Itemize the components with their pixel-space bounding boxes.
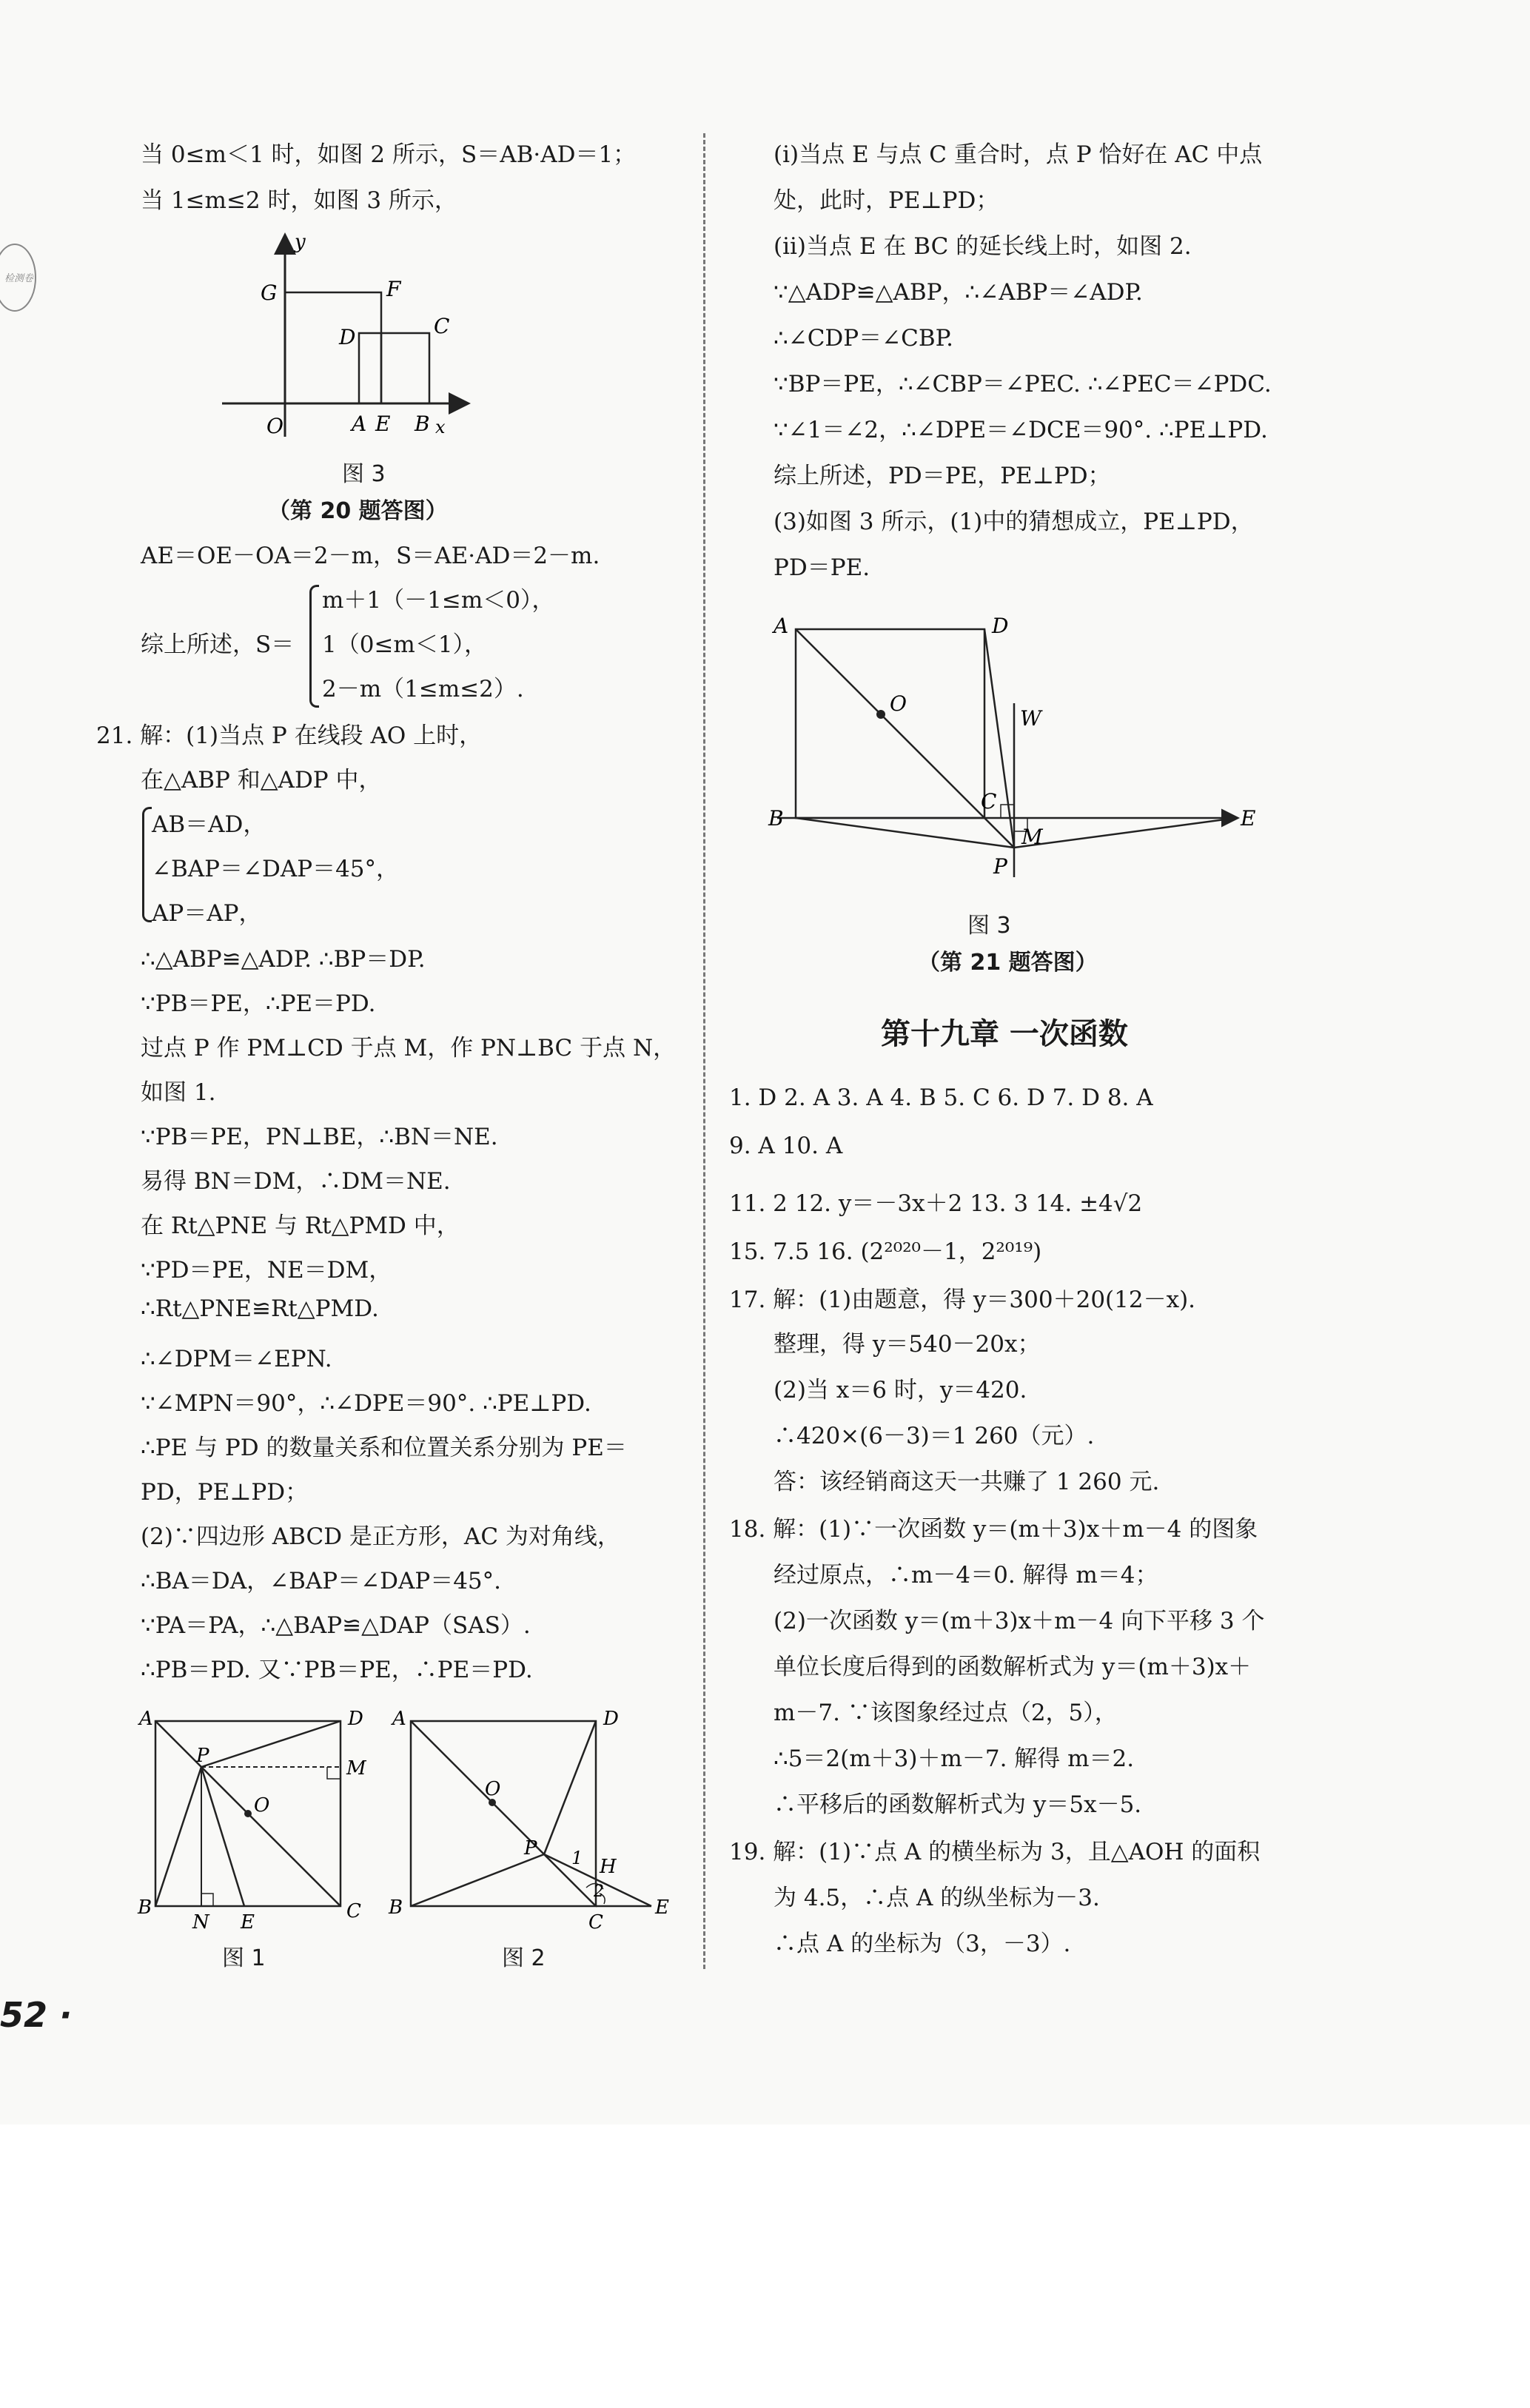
- label-f: F: [386, 277, 401, 301]
- label-o: O: [254, 1794, 270, 1817]
- right-line-7: ∵∠1＝∠2，∴∠DPE＝∠DCE＝90°. ∴PE⊥PD.: [774, 417, 1268, 443]
- system-1: AB＝AD，: [152, 811, 266, 838]
- case-1: m＋1（－1≤m＜0），: [322, 587, 555, 614]
- answers-line-2: 9. A 10. A: [729, 1133, 843, 1159]
- segment-bp: [796, 818, 1014, 848]
- page-number: 52 ·: [0, 1995, 73, 2035]
- answers-line-3: 11. 2 12. y＝－3x＋2 13. 3 14. ±4√2: [729, 1190, 1143, 1217]
- q17-line-3: (2)当 x＝6 时，y＝420.: [774, 1377, 1027, 1403]
- segment-bp: [411, 1854, 544, 1906]
- q18-line-7: ∴平移后的函数解析式为 y＝5x－5.: [774, 1791, 1142, 1818]
- right-line-5: ∴∠CDP＝∠CBP.: [774, 325, 954, 352]
- label-c: C: [434, 314, 450, 338]
- fig2-caption: 图 2: [502, 1945, 546, 1971]
- left-line-22: ∵PA＝PA，∴△BAP≌△DAP（SAS）.: [141, 1612, 531, 1639]
- label-a: A: [139, 1708, 153, 1730]
- fig20-graph: [215, 222, 481, 444]
- right-line-4: ∵△ADP≌△ABP，∴∠ABP＝∠ADP.: [774, 279, 1143, 306]
- left-line-19: PD，PE⊥PD；: [141, 1479, 309, 1506]
- cases-brace: [309, 585, 319, 708]
- answers-line-4: 15. 7.5 16. (2²⁰²⁰－1，2²⁰¹⁹): [729, 1238, 1042, 1265]
- system-3: AP＝AP，: [152, 900, 262, 927]
- case-3: 2－m（1≤m≤2）.: [322, 676, 524, 702]
- right-angle-c: [1001, 805, 1014, 818]
- segment-pe: [1014, 818, 1236, 848]
- label-d: D: [348, 1708, 363, 1730]
- fig1-caption: 图 1: [222, 1945, 266, 1971]
- diagonal-ac: [411, 1721, 596, 1906]
- chapter-title: 第十九章 一次函数: [881, 1017, 1128, 1051]
- q18-line-4: 单位长度后得到的函数解析式为 y＝(m＋3)x＋: [774, 1654, 1252, 1680]
- right-line-1: (i)当点 E 与点 C 重合时，点 P 恰好在 AC 中点: [774, 141, 1263, 168]
- segment-pd: [544, 1721, 596, 1854]
- label-m: M: [346, 1757, 366, 1780]
- label-o: O: [266, 414, 283, 438]
- right-line-3: (ii)当点 E 在 BC 的延长线上时，如图 2.: [774, 233, 1192, 260]
- q18-line-3: (2)一次函数 y＝(m＋3)x＋m－4 向下平移 3 个: [774, 1608, 1265, 1634]
- fig21-figure-2: [378, 1703, 681, 1939]
- segment-dp: [984, 629, 1014, 848]
- label-p: P: [524, 1837, 537, 1859]
- label-n: N: [192, 1911, 209, 1934]
- label-y: y: [295, 231, 306, 253]
- side-stamp: [0, 237, 44, 318]
- right-line-6: ∵BP＝PE，∴∠CBP＝∠PEC. ∴∠PEC＝∠PDC.: [774, 371, 1272, 398]
- label-p: P: [993, 854, 1007, 879]
- left-line-6: 在△ABP 和△ADP 中，: [141, 767, 382, 794]
- label-d: D: [339, 325, 356, 349]
- label-c: C: [346, 1900, 361, 1922]
- left-line-11: ∵PB＝PE，PN⊥BE，∴BN＝NE.: [141, 1124, 498, 1150]
- label-o: O: [485, 1778, 501, 1800]
- left-line-1: 当 0≤m＜1 时，如图 2 所示，S＝AB·AD＝1；: [141, 141, 637, 168]
- left-line-12: 易得 BN＝DM，∴DM＝NE.: [141, 1168, 451, 1195]
- fig21-figure-3: [762, 600, 1281, 896]
- left-line-18: ∴PE 与 PD 的数量关系和位置关系分别为 PE＝: [141, 1435, 627, 1461]
- q17-line-5: 答：该经销商这天一共赚了 1 260 元.: [774, 1469, 1160, 1495]
- q18-line-2: 经过原点，∴m－4＝0. 解得 m＝4；: [774, 1562, 1158, 1589]
- left-line-8: ∵PB＝PE，∴PE＝PD.: [141, 990, 376, 1017]
- left-line-14: ∵PD＝PE，NE＝DM，: [141, 1257, 392, 1284]
- q18-line-6: ∴5＝2(m＋3)＋m－7. 解得 m＝2.: [774, 1745, 1135, 1772]
- right-angle-n: [201, 1894, 213, 1906]
- label-w: W: [1020, 706, 1041, 731]
- left-line-2: 当 1≤m≤2 时，如图 3 所示，: [141, 187, 457, 214]
- left-line-7: ∴△ABP≌△ADP. ∴BP＝DP.: [141, 946, 426, 973]
- q17-line-2: 整理，得 y＝540－20x；: [774, 1331, 1041, 1358]
- label-e: E: [375, 412, 391, 436]
- label-h: H: [600, 1856, 617, 1878]
- fig20-title: （第 20 题答图）: [268, 498, 448, 524]
- label-b: B: [415, 412, 430, 436]
- center-o: [876, 710, 885, 719]
- left-line-21: ∴BA＝DA，∠BAP＝∠DAP＝45°.: [141, 1568, 502, 1594]
- label-b: B: [389, 1896, 403, 1919]
- diagonal-ac-extended: [796, 629, 1014, 848]
- label-e: E: [241, 1911, 255, 1934]
- label-c: C: [981, 789, 997, 814]
- fig21-3-caption: 图 3: [967, 913, 1011, 939]
- left-line-13: 在 Rt△PNE 与 Rt△PMD 中，: [141, 1213, 460, 1239]
- q19-line-3: ∴点 A 的坐标为（3，－3）.: [774, 1931, 1071, 1957]
- left-line-10: 如图 1.: [141, 1079, 216, 1106]
- label-m: M: [1021, 825, 1043, 849]
- label-d: D: [992, 614, 1009, 638]
- label-o: O: [890, 691, 907, 716]
- left-line-15: ∴Rt△PNE≌Rt△PMD.: [141, 1295, 379, 1322]
- case-2: 1（0≤m＜1），: [322, 631, 488, 658]
- q17-line-4: ∴420×(6－3)＝1 260（元）.: [774, 1423, 1095, 1449]
- segment-pd: [201, 1721, 340, 1767]
- q19-line-1: 19. 解：(1)∵点 A 的横坐标为 3，且△AOH 的面积: [729, 1839, 1261, 1865]
- column-divider: [703, 133, 705, 1969]
- right-line-8: 综上所述，PD＝PE，PE⊥PD；: [774, 463, 1111, 489]
- right-line-10: PD＝PE.: [774, 554, 870, 581]
- left-line-20: (2)∵四边形 ABCD 是正方形，AC 为对角线，: [141, 1523, 620, 1550]
- q17-line-1: 17. 解：(1)由题意，得 y＝300＋20(12－x).: [729, 1287, 1196, 1313]
- left-line-5: 21. 解：(1)当点 P 在线段 AO 上时，: [96, 722, 483, 749]
- center-o: [244, 1810, 252, 1817]
- left-line-17: ∵∠MPN＝90°，∴∠DPE＝90°. ∴PE⊥PD.: [141, 1390, 591, 1417]
- right-angle-m: [327, 1767, 340, 1779]
- left-line-16: ∴∠DPM＝∠EPN.: [141, 1346, 332, 1372]
- label-d: D: [603, 1708, 619, 1730]
- left-line-23: ∴PB＝PD. 又∵PB＝PE，∴PE＝PD.: [141, 1657, 533, 1683]
- label-a: A: [774, 614, 789, 638]
- q19-line-2: 为 4.5，∴点 A 的纵坐标为－3.: [774, 1885, 1100, 1911]
- label-p: P: [196, 1745, 209, 1767]
- q18-line-5: m－7. ∵该图象经过点（2，5），: [774, 1700, 1118, 1726]
- left-line-3: AE＝OE－OA＝2－m，S＝AE·AD＝2－m.: [141, 543, 600, 569]
- fig21-figure-1: [133, 1703, 378, 1939]
- rect-adcb: [359, 333, 429, 403]
- segment-bp: [155, 1767, 201, 1906]
- stamp-text: 检测卷: [4, 273, 34, 284]
- label-b: B: [138, 1896, 152, 1919]
- label-b: B: [768, 806, 784, 831]
- label-g: G: [261, 281, 278, 305]
- left-line-9: 过点 P 作 PM⊥CD 于点 M，作 PN⊥BC 于点 N，: [141, 1035, 677, 1062]
- label-c: C: [588, 1911, 603, 1934]
- rect-ogfb: [285, 292, 381, 403]
- label-a: A: [352, 412, 367, 436]
- label-1: 1: [571, 1848, 583, 1868]
- right-line-2: 处，此时，PE⊥PD；: [774, 187, 999, 214]
- label-e: E: [1241, 806, 1256, 831]
- label-x: x: [435, 417, 446, 437]
- left-line-4: 综上所述，S＝: [141, 631, 295, 658]
- label-a: A: [392, 1708, 406, 1730]
- fig21-title: （第 21 题答图）: [918, 950, 1098, 976]
- answers-line-1: 1. D 2. A 3. A 4. B 5. C 6. D 7. D 8. A: [729, 1084, 1153, 1111]
- right-line-9: (3)如图 3 所示，(1)中的猜想成立，PE⊥PD，: [774, 509, 1254, 535]
- label-e: E: [655, 1896, 669, 1919]
- system-brace: [142, 807, 152, 922]
- label-2: 2: [594, 1882, 604, 1901]
- system-2: ∠BAP＝∠DAP＝45°，: [152, 856, 400, 882]
- fig20-caption: 图 3: [342, 461, 386, 487]
- q18-line-1: 18. 解：(1)∵一次函数 y＝(m＋3)x＋m－4 的图象: [729, 1516, 1258, 1543]
